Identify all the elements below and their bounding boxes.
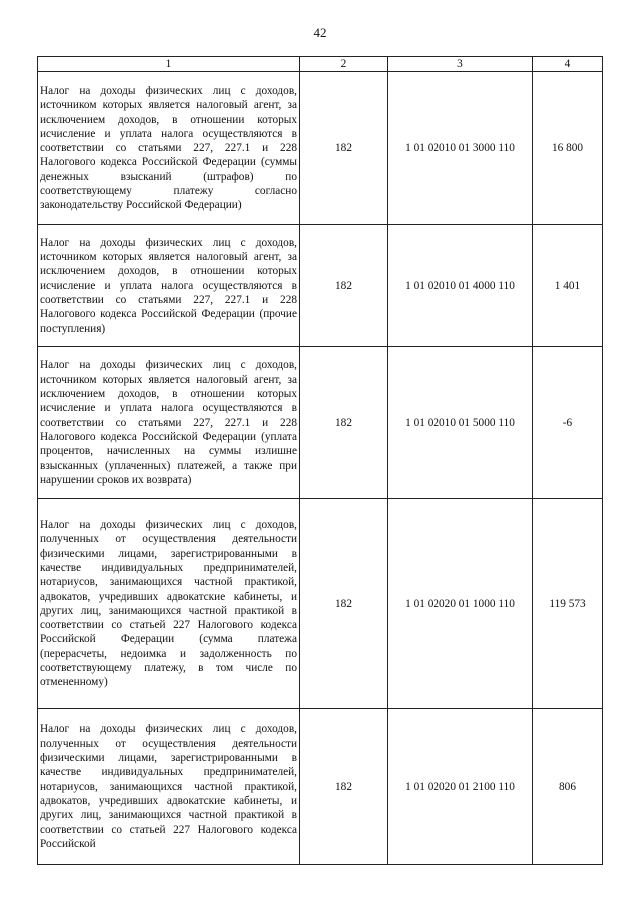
kbk-code-cell: 1 01 02010 01 3000 110	[388, 72, 533, 225]
admin-code-cell: 182	[300, 225, 388, 347]
amount-cell: 16 800	[533, 72, 603, 225]
kbk-code-cell: 1 01 02020 01 1000 110	[388, 499, 533, 709]
column-header-2: 2	[300, 57, 388, 72]
amount-cell: 806	[533, 709, 603, 865]
admin-code-cell: 182	[300, 709, 388, 865]
table-row	[38, 72, 603, 225]
revenue-table	[37, 56, 603, 865]
page-number: 42	[313, 25, 327, 40]
column-header-1: 1	[38, 57, 300, 72]
admin-code-cell: 182	[300, 499, 388, 709]
admin-code-cell: 182	[300, 347, 388, 499]
income-name-cell: Налог на доходы физических лиц с доходов, источником которых является налоговый агент, за исключением доходов, в отношении которых исчисление и уплата налога осуществляются в соответствии со статьями 227, 227.1 и 228 Налогового кодекса Российской Федерации (уплата процентов, начисленных на суммы излишне взысканных (уплаченных) платежей, а также при нарушении сроков их возврата)	[38, 347, 300, 499]
income-name-cell: Налог на доходы физических лиц с доходов, полученных от осуществления деятельности физическими лицами, зарегистрированными в качестве индивидуальных предпринимателей, нотариусов, занимающихся частной практикой, адвокатов, учредивших адвокатские кабинеты, и других лиц, занимающихся частной практикой в соответствии со статьей 227 Налогового кодекса Российской Федерации (сумма платежа (перерасчеты, недоимка и задолженность по соответствующему платежу, в том числе по отмененному)	[38, 499, 300, 709]
amount-cell: -6	[533, 347, 603, 499]
table-header-row	[38, 57, 603, 72]
income-name-cell: Налог на доходы физических лиц с доходов, полученных от осуществления деятельности физическими лицами, зарегистрированными в качестве индивидуальных предпринимателей, нотариусов, занимающихся частной практикой, адвокатов, учредивших адвокатские кабинеты, и других лиц, занимающихся частной практикой в соответствии со статьей 227 Налогового кодекса Российской	[38, 709, 300, 865]
income-name-cell: Налог на доходы физических лиц с доходов, источником которых является налоговый агент, за исключением доходов, в отношении которых исчисление и уплата налога осуществляются в соответствии со статьями 227, 227.1 и 228 Налогового кодекса Российской Федерации (прочие поступления)	[38, 225, 300, 347]
amount-cell: 1 401	[533, 225, 603, 347]
kbk-code-cell: 1 01 02010 01 4000 110	[388, 225, 533, 347]
income-name-cell: Налог на доходы физических лиц с доходов, источником которых является налоговый агент, за исключением доходов, в отношении которых исчисление и уплата налога осуществляются в соответствии со статьями 227, 227.1 и 228 Налогового кодекса Российской Федерации (суммы денежных взысканий (штрафов) по соответствующему платежу согласно законодательству Российской Федерации)	[38, 72, 300, 225]
kbk-code-cell: 1 01 02010 01 5000 110	[388, 347, 533, 499]
table-row	[38, 709, 603, 865]
table-row	[38, 225, 603, 347]
admin-code-cell: 182	[300, 72, 388, 225]
kbk-code-cell: 1 01 02020 01 2100 110	[388, 709, 533, 865]
column-header-3: 3	[388, 57, 533, 72]
column-header-4: 4	[533, 57, 603, 72]
table-row	[38, 499, 603, 709]
table-row	[38, 347, 603, 499]
amount-cell: 119 573	[533, 499, 603, 709]
